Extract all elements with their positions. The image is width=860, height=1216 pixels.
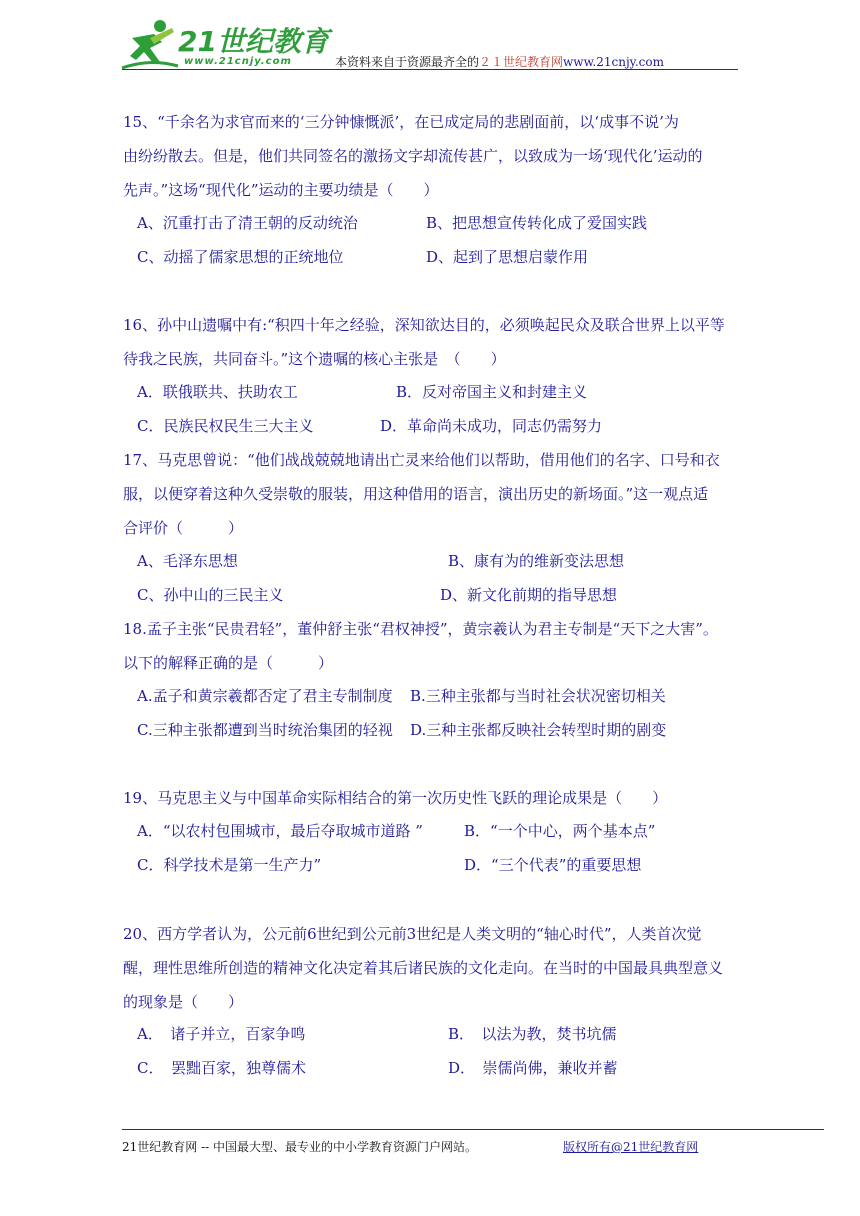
question-16 [123,308,725,376]
question-line: 待我之民族，共同奋斗。”这个遗嘱的核心主张是 （ ） [123,350,506,368]
option-c[interactable]: C． 罢黜百家，独尊儒术 [137,1059,306,1077]
option-a[interactable]: A.孟子和黄宗羲都否定了君主专制制度 [137,687,393,705]
option-c[interactable]: C.三种主张都遭到当时统治集团的轻视 [137,721,393,739]
option-a[interactable]: A、沉重打击了清王朝的反动统治 [137,214,358,232]
question-line: 18.孟子主张“民贵君轻”，董仲舒主张“君权神授”，黄宗羲认为君主专制是“天下之大害”。 [123,620,718,638]
option-c[interactable]: C、动摇了儒家思想的正统地位 [137,248,344,266]
source-prefix: 本资料来自于资源最齐全的 [335,55,480,69]
option-d[interactable]: D.三种主张都反映社会转型时期的剧变 [410,721,667,739]
question-line: 以下的解释正确的是（ ） [123,654,334,672]
footer-text: 21世纪教育网 -- 中国最大型、最专业的中小学教育资源门户网站。 [122,1140,478,1154]
header-rule [122,69,738,70]
question-17 [123,443,720,545]
option-c[interactable]: C．民族民权民生三大主义 [137,417,314,435]
option-b[interactable]: B、把思想宣传转化成了爱国实践 [426,214,648,232]
option-d[interactable]: D、新文化前期的指导思想 [440,586,618,604]
question-19 [123,781,667,815]
option-a[interactable]: A．联俄联共、扶助农工 [137,383,298,401]
option-d[interactable]: D．革命尚未成功，同志仍需努力 [380,417,603,435]
question-line: 17、马克思曾说：“他们战战兢兢地请出亡灵来给他们以帮助，借用他们的名字、口号和衣 [123,451,720,469]
question-line: 由纷纷散去。但是，他们共同签名的激扬文字却流传甚广，以致成为一场‘现代化’运动的 [123,147,703,165]
option-d[interactable]: D．“三个代表”的重要思想 [464,856,642,874]
option-b[interactable]: B．反对帝国主义和封建主义 [396,383,588,401]
question-line: 16、孙中山遗嘱中有:“积四十年之经验，深知欲达目的，必须唤起民众及联合世界上以平等 [123,316,725,334]
source-site[interactable]: www.21cnjy.com [563,55,664,69]
question-line: 合评价（ ） [123,519,244,537]
question-line: 19、马克思主义与中国革命实际相结合的第一次历史性飞跃的理论成果是（ ） [123,789,668,807]
option-b[interactable]: B、康有为的维新变法思想 [448,552,625,570]
option-a[interactable]: A．“以农村包围城市，最后夺取城市道路 ” [137,822,423,840]
option-b[interactable]: B．“一个中心，两个基本点” [464,822,656,840]
question-20 [123,917,723,1019]
runner-logo-icon [120,18,180,70]
option-a[interactable]: A、毛泽东思想 [137,552,238,570]
option-c[interactable]: C．科学技术是第一生产力” [137,856,322,874]
footer-rule [122,1129,824,1130]
option-b[interactable]: B.三种主张都与当时社会状况密切相关 [410,687,666,705]
question-line: 的现象是（ ） [123,993,244,1011]
question-line: 15、“千余名为求官而来的‘三分钟慷慨派’，在已成定局的悲剧面前，以‘成事不说’为 [123,113,679,131]
question-line: 服，以便穿着这种久受崇敬的服装，用这种借用的语言，演出历史的新场面。”这一观点适 [123,485,709,503]
question-line: 先声。”这场“现代化”运动的主要功绩是（ ） [123,181,439,199]
question-15 [123,105,703,207]
header-source [335,53,664,70]
option-d[interactable]: D、起到了思想启蒙作用 [426,248,589,266]
copyright-link[interactable]: 版权所有@21世纪教育网 [563,1140,699,1154]
question-line: 醒，理性思维所创造的精神文化决定着其后诸民族的文化走向。在当时的中国最具典型意义 [123,959,724,977]
logo-url: www.21cnjy.com [184,56,292,67]
option-b[interactable]: B． 以法为教，焚书坑儒 [448,1025,617,1043]
site-logo[interactable] [120,18,329,70]
question-18 [123,612,718,680]
option-d[interactable]: D． 崇儒尚佛，兼收并蓄 [448,1059,618,1077]
option-a[interactable]: A． 诸子并立，百家争鸣 [137,1025,306,1043]
question-line: 20、西方学者认为，公元前6世纪到公元前3世纪是人类文明的“轴心时代”，人类首次觉 [123,925,702,943]
logo-text: 21世纪教育 [178,25,329,58]
option-c[interactable]: C、孙中山的三民主义 [137,586,284,604]
source-name[interactable]: ２１世纪教育网 [479,55,564,69]
